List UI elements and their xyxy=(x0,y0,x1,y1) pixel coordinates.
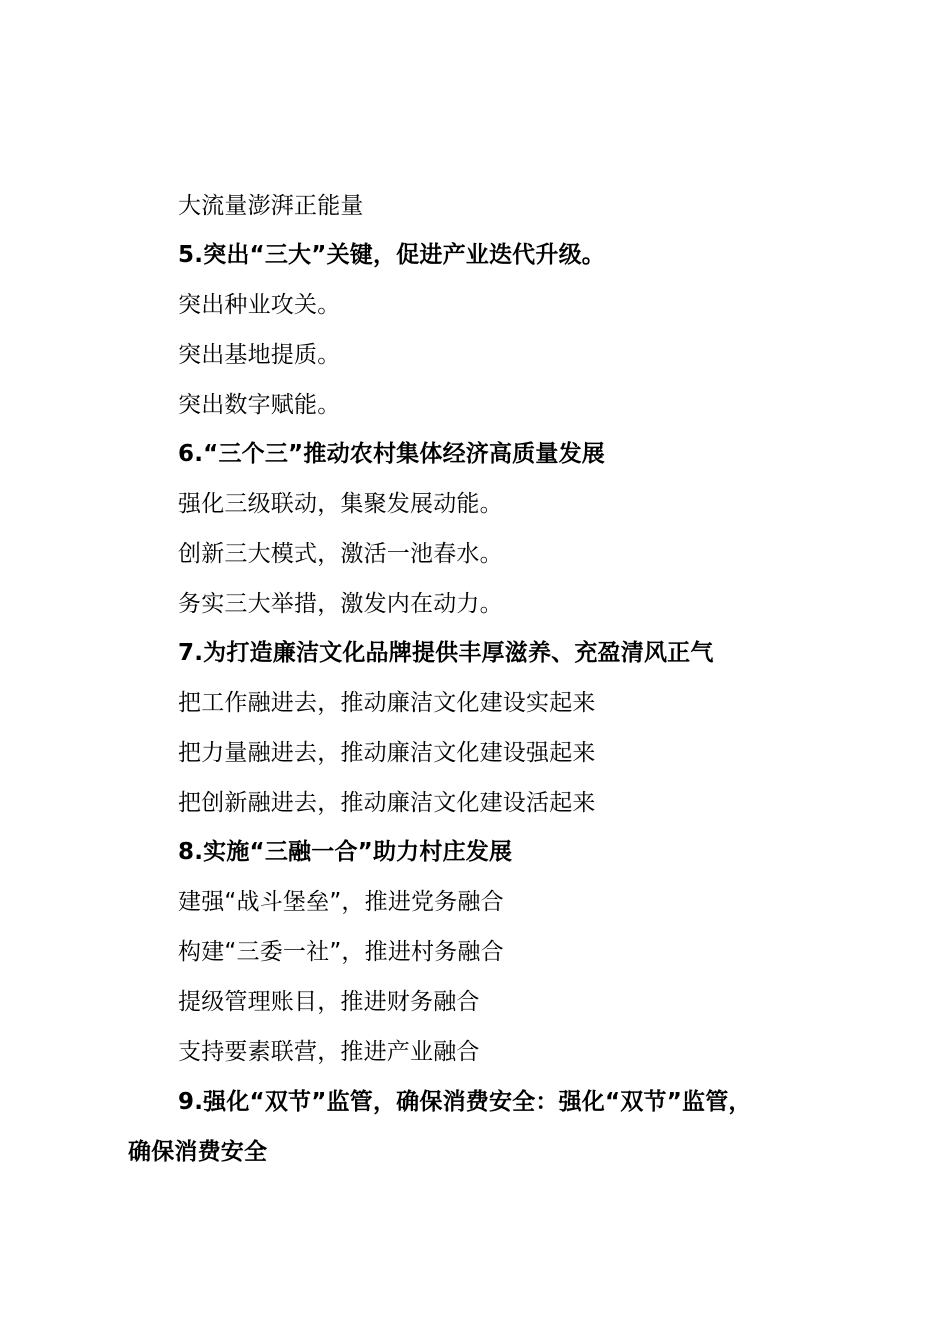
section-heading-9-continued: 确保消费安全 xyxy=(128,1139,268,1165)
body-line: 创新三大模式，激活一池春水。 xyxy=(178,541,503,567)
body-line: 突出基地提质。 xyxy=(178,342,341,368)
body-line: 把力量融进去，推动廉洁文化建设强起来 xyxy=(178,740,596,766)
section-heading-9: 9.强化“双节”监管，确保消费安全：强化“双节”监管， xyxy=(178,1089,752,1115)
section-heading-6: 6.“三个三”推动农村集体经济高质量发展 xyxy=(178,441,605,467)
body-line: 构建“三委一社”，推进村务融合 xyxy=(178,939,504,965)
section-heading-8: 8.实施“三融一合”助力村庄发展 xyxy=(178,839,513,865)
body-line: 把工作融进去，推动廉洁文化建设实起来 xyxy=(178,690,596,716)
body-line: 突出种业攻关。 xyxy=(178,292,341,318)
body-line: 强化三级联动，集聚发展动能。 xyxy=(178,491,503,517)
section-heading-7: 7.为打造廉洁文化品牌提供丰厚滋养、充盈清风正气 xyxy=(178,640,714,666)
body-line: 务实三大举措，激发内在动力。 xyxy=(178,591,503,617)
body-line: 建强“战斗堡垒”，推进党务融合 xyxy=(178,889,504,915)
section-heading-5: 5.突出“三大”关键，促进产业迭代升级。 xyxy=(178,242,605,268)
body-line: 提级管理账目，推进财务融合 xyxy=(178,989,480,1015)
body-line: 把创新融进去，推动廉洁文化建设活起来 xyxy=(178,790,596,816)
body-line: 突出数字赋能。 xyxy=(178,392,341,418)
body-line: 支持要素联营，推进产业融合 xyxy=(178,1039,480,1065)
body-line: 大流量澎湃正能量 xyxy=(178,193,364,219)
